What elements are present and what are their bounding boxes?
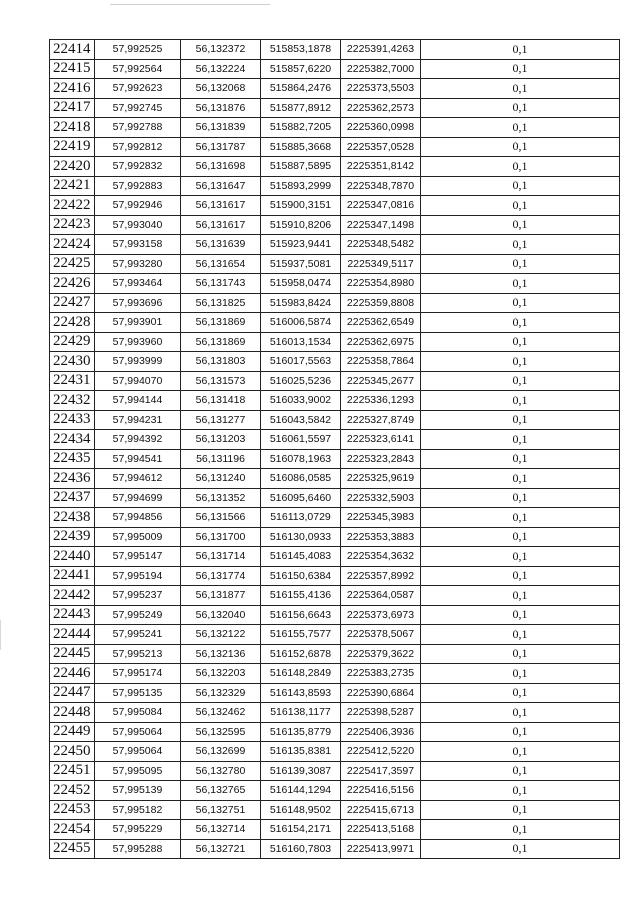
coord-y-cell: 2225373,6973 — [341, 605, 421, 625]
scan-edge-line — [110, 4, 270, 5]
table-row — [50, 527, 620, 547]
coord-y-cell: 2225413,9971 — [341, 839, 421, 859]
value-cell: 0,1 — [421, 605, 620, 625]
table-row — [50, 664, 620, 684]
value-cell: 0,1 — [421, 215, 620, 235]
table-row — [50, 508, 620, 528]
latitude-cell: 57,995147 — [95, 547, 181, 567]
latitude-cell: 57,993040 — [95, 215, 181, 235]
point-number-cell: 22422 — [50, 196, 95, 216]
table-row — [50, 839, 620, 859]
coord-y-cell: 2225415,6713 — [341, 800, 421, 820]
coord-x-cell: 516135,8779 — [261, 722, 341, 742]
longitude-cell: 56,132040 — [181, 605, 261, 625]
coord-x-cell: 516150,6384 — [261, 566, 341, 586]
latitude-cell: 57,992946 — [95, 196, 181, 216]
coord-x-cell: 515864,2476 — [261, 79, 341, 99]
value-cell: 0,1 — [421, 469, 620, 489]
latitude-cell: 57,992623 — [95, 79, 181, 99]
longitude-cell: 56,132714 — [181, 820, 261, 840]
coord-x-cell: 515900,3151 — [261, 196, 341, 216]
table-row — [50, 391, 620, 411]
value-cell: 0,1 — [421, 839, 620, 859]
value-cell: 0,1 — [421, 488, 620, 508]
longitude-cell: 56,131803 — [181, 352, 261, 372]
longitude-cell: 56,131774 — [181, 566, 261, 586]
value-cell: 0,1 — [421, 703, 620, 723]
longitude-cell: 56,131639 — [181, 235, 261, 255]
table-row — [50, 176, 620, 196]
value-cell: 0,1 — [421, 430, 620, 450]
coord-x-cell: 516148,9502 — [261, 800, 341, 820]
longitude-cell: 56,131203 — [181, 430, 261, 450]
coord-y-cell: 2225379,3622 — [341, 644, 421, 664]
value-cell: 0,1 — [421, 352, 620, 372]
latitude-cell: 57,995213 — [95, 644, 181, 664]
value-cell: 0,1 — [421, 118, 620, 138]
table-row — [50, 430, 620, 450]
latitude-cell: 57,992812 — [95, 137, 181, 157]
coord-x-cell: 515877,8912 — [261, 98, 341, 118]
coord-y-cell: 2225347,1498 — [341, 215, 421, 235]
coord-y-cell: 2225383,2735 — [341, 664, 421, 684]
latitude-cell: 57,995064 — [95, 742, 181, 762]
value-cell: 0,1 — [421, 722, 620, 742]
longitude-cell: 56,132780 — [181, 761, 261, 781]
longitude-cell: 56,131647 — [181, 176, 261, 196]
latitude-cell: 57,992525 — [95, 40, 181, 60]
coord-y-cell: 2225417,3597 — [341, 761, 421, 781]
longitude-cell: 56,131277 — [181, 410, 261, 430]
coord-y-cell: 2225406,3936 — [341, 722, 421, 742]
coord-x-cell: 516006,5874 — [261, 313, 341, 333]
latitude-cell: 57,992883 — [95, 176, 181, 196]
point-number-cell: 22419 — [50, 137, 95, 157]
longitude-cell: 56,132699 — [181, 742, 261, 762]
value-cell: 0,1 — [421, 410, 620, 430]
latitude-cell: 57,995237 — [95, 586, 181, 606]
longitude-cell: 56,131566 — [181, 508, 261, 528]
point-number-cell: 22444 — [50, 625, 95, 645]
longitude-cell: 56,132721 — [181, 839, 261, 859]
table-row — [50, 449, 620, 469]
coord-y-cell: 2225382,7000 — [341, 59, 421, 79]
longitude-cell: 56,132329 — [181, 683, 261, 703]
coord-x-cell: 515983,8424 — [261, 293, 341, 313]
table-row — [50, 293, 620, 313]
table-row — [50, 332, 620, 352]
longitude-cell: 56,131839 — [181, 118, 261, 138]
coord-x-cell: 515893,2999 — [261, 176, 341, 196]
coord-y-cell: 2225391,4263 — [341, 40, 421, 60]
coord-y-cell: 2225351,8142 — [341, 157, 421, 177]
table-row — [50, 137, 620, 157]
value-cell: 0,1 — [421, 742, 620, 762]
coord-y-cell: 2225357,0528 — [341, 137, 421, 157]
latitude-cell: 57,994231 — [95, 410, 181, 430]
point-number-cell: 22439 — [50, 527, 95, 547]
value-cell: 0,1 — [421, 800, 620, 820]
longitude-cell: 56,131787 — [181, 137, 261, 157]
table-row — [50, 313, 620, 333]
latitude-cell: 57,993158 — [95, 235, 181, 255]
table-row — [50, 683, 620, 703]
latitude-cell: 57,995182 — [95, 800, 181, 820]
value-cell: 0,1 — [421, 40, 620, 60]
point-number-cell: 22430 — [50, 352, 95, 372]
coord-y-cell: 2225364,0587 — [341, 586, 421, 606]
point-number-cell: 22435 — [50, 449, 95, 469]
coord-x-cell: 516143,8593 — [261, 683, 341, 703]
point-number-cell: 22450 — [50, 742, 95, 762]
longitude-cell: 56,131617 — [181, 196, 261, 216]
coord-x-cell: 515958,0474 — [261, 274, 341, 294]
table-row — [50, 157, 620, 177]
coord-y-cell: 2225416,5156 — [341, 781, 421, 801]
latitude-cell: 57,995009 — [95, 527, 181, 547]
coord-x-cell: 515885,3668 — [261, 137, 341, 157]
value-cell: 0,1 — [421, 293, 620, 313]
point-number-cell: 22417 — [50, 98, 95, 118]
coord-x-cell: 516013,1534 — [261, 332, 341, 352]
point-number-cell: 22436 — [50, 469, 95, 489]
coordinates-table — [49, 39, 620, 859]
coord-y-cell: 2225323,2843 — [341, 449, 421, 469]
longitude-cell: 56,132595 — [181, 722, 261, 742]
longitude-cell: 56,131869 — [181, 313, 261, 333]
coord-y-cell: 2225332,5903 — [341, 488, 421, 508]
latitude-cell: 57,995095 — [95, 761, 181, 781]
coord-x-cell: 516154,2171 — [261, 820, 341, 840]
longitude-cell: 56,131196 — [181, 449, 261, 469]
point-number-cell: 22453 — [50, 800, 95, 820]
longitude-cell: 56,132765 — [181, 781, 261, 801]
point-number-cell: 22448 — [50, 703, 95, 723]
table-row — [50, 625, 620, 645]
longitude-cell: 56,132224 — [181, 59, 261, 79]
coord-x-cell: 516113,0729 — [261, 508, 341, 528]
coord-x-cell: 516025,5236 — [261, 371, 341, 391]
coord-x-cell: 516156,6643 — [261, 605, 341, 625]
coord-y-cell: 2225323,6141 — [341, 430, 421, 450]
latitude-cell: 57,993960 — [95, 332, 181, 352]
table-row — [50, 98, 620, 118]
point-number-cell: 22418 — [50, 118, 95, 138]
longitude-cell: 56,132122 — [181, 625, 261, 645]
longitude-cell: 56,131418 — [181, 391, 261, 411]
value-cell: 0,1 — [421, 176, 620, 196]
point-number-cell: 22447 — [50, 683, 95, 703]
latitude-cell: 57,993696 — [95, 293, 181, 313]
coord-y-cell: 2225348,5482 — [341, 235, 421, 255]
coord-x-cell: 516139,3087 — [261, 761, 341, 781]
longitude-cell: 56,132068 — [181, 79, 261, 99]
point-number-cell: 22429 — [50, 332, 95, 352]
table-row — [50, 410, 620, 430]
latitude-cell: 57,992788 — [95, 118, 181, 138]
coord-y-cell: 2225390,6864 — [341, 683, 421, 703]
coord-y-cell: 2225362,6549 — [341, 313, 421, 333]
latitude-cell: 57,995241 — [95, 625, 181, 645]
point-number-cell: 22452 — [50, 781, 95, 801]
longitude-cell: 56,131654 — [181, 254, 261, 274]
table-row — [50, 547, 620, 567]
point-number-cell: 22415 — [50, 59, 95, 79]
coord-x-cell: 515853,1878 — [261, 40, 341, 60]
point-number-cell: 22445 — [50, 644, 95, 664]
latitude-cell: 57,992564 — [95, 59, 181, 79]
point-number-cell: 22434 — [50, 430, 95, 450]
point-number-cell: 22449 — [50, 722, 95, 742]
coord-y-cell: 2225354,8980 — [341, 274, 421, 294]
longitude-cell: 56,131240 — [181, 469, 261, 489]
coord-y-cell: 2225360,0998 — [341, 118, 421, 138]
latitude-cell: 57,994699 — [95, 488, 181, 508]
coord-x-cell: 516043,5842 — [261, 410, 341, 430]
scan-edge-mark — [0, 620, 1, 650]
coord-y-cell: 2225357,8992 — [341, 566, 421, 586]
value-cell: 0,1 — [421, 98, 620, 118]
latitude-cell: 57,995084 — [95, 703, 181, 723]
longitude-cell: 56,132462 — [181, 703, 261, 723]
latitude-cell: 57,995139 — [95, 781, 181, 801]
longitude-cell: 56,131743 — [181, 274, 261, 294]
value-cell: 0,1 — [421, 547, 620, 567]
value-cell: 0,1 — [421, 508, 620, 528]
coord-y-cell: 2225354,3632 — [341, 547, 421, 567]
latitude-cell: 57,994856 — [95, 508, 181, 528]
table-row — [50, 820, 620, 840]
coord-y-cell: 2225347,0816 — [341, 196, 421, 216]
point-number-cell: 22440 — [50, 547, 95, 567]
coord-x-cell: 515887,5895 — [261, 157, 341, 177]
point-number-cell: 22427 — [50, 293, 95, 313]
table-row — [50, 40, 620, 60]
coord-y-cell: 2225359,8808 — [341, 293, 421, 313]
coord-x-cell: 515882,7205 — [261, 118, 341, 138]
longitude-cell: 56,131877 — [181, 586, 261, 606]
table-row — [50, 274, 620, 294]
point-number-cell: 22442 — [50, 586, 95, 606]
table-row — [50, 79, 620, 99]
value-cell: 0,1 — [421, 254, 620, 274]
table-row — [50, 254, 620, 274]
latitude-cell: 57,993999 — [95, 352, 181, 372]
coord-x-cell: 516086,0585 — [261, 469, 341, 489]
point-number-cell: 22454 — [50, 820, 95, 840]
value-cell: 0,1 — [421, 79, 620, 99]
latitude-cell: 57,995194 — [95, 566, 181, 586]
coord-x-cell: 516130,0933 — [261, 527, 341, 547]
longitude-cell: 56,131700 — [181, 527, 261, 547]
latitude-cell: 57,995174 — [95, 664, 181, 684]
latitude-cell: 57,993901 — [95, 313, 181, 333]
point-number-cell: 22455 — [50, 839, 95, 859]
longitude-cell: 56,131869 — [181, 332, 261, 352]
value-cell: 0,1 — [421, 683, 620, 703]
table-row — [50, 742, 620, 762]
point-number-cell: 22423 — [50, 215, 95, 235]
table-row — [50, 781, 620, 801]
coord-y-cell: 2225345,2677 — [341, 371, 421, 391]
latitude-cell: 57,992832 — [95, 157, 181, 177]
point-number-cell: 22446 — [50, 664, 95, 684]
coord-y-cell: 2225362,6975 — [341, 332, 421, 352]
point-number-cell: 22432 — [50, 391, 95, 411]
coord-x-cell: 516160,7803 — [261, 839, 341, 859]
coord-x-cell: 515910,8206 — [261, 215, 341, 235]
latitude-cell: 57,995229 — [95, 820, 181, 840]
value-cell: 0,1 — [421, 235, 620, 255]
coord-x-cell: 516061,5597 — [261, 430, 341, 450]
longitude-cell: 56,131573 — [181, 371, 261, 391]
value-cell: 0,1 — [421, 274, 620, 294]
latitude-cell: 57,994612 — [95, 469, 181, 489]
coord-x-cell: 516138,1177 — [261, 703, 341, 723]
point-number-cell: 22420 — [50, 157, 95, 177]
point-number-cell: 22437 — [50, 488, 95, 508]
latitude-cell: 57,994392 — [95, 430, 181, 450]
coord-x-cell: 516095,6460 — [261, 488, 341, 508]
table-row — [50, 469, 620, 489]
longitude-cell: 56,132372 — [181, 40, 261, 60]
coord-y-cell: 2225413,5168 — [341, 820, 421, 840]
table-row — [50, 118, 620, 138]
point-number-cell: 22414 — [50, 40, 95, 60]
point-number-cell: 22421 — [50, 176, 95, 196]
table-row — [50, 235, 620, 255]
latitude-cell: 57,995249 — [95, 605, 181, 625]
table-row — [50, 722, 620, 742]
point-number-cell: 22438 — [50, 508, 95, 528]
value-cell: 0,1 — [421, 313, 620, 333]
point-number-cell: 22428 — [50, 313, 95, 333]
point-number-cell: 22416 — [50, 79, 95, 99]
coord-y-cell: 2225358,7864 — [341, 352, 421, 372]
value-cell: 0,1 — [421, 391, 620, 411]
coord-x-cell: 516155,4136 — [261, 586, 341, 606]
latitude-cell: 57,995064 — [95, 722, 181, 742]
coord-y-cell: 2225348,7870 — [341, 176, 421, 196]
coord-x-cell: 516144,1294 — [261, 781, 341, 801]
longitude-cell: 56,132136 — [181, 644, 261, 664]
coordinates-table-body — [50, 40, 620, 859]
table-row — [50, 703, 620, 723]
coord-x-cell: 515937,5081 — [261, 254, 341, 274]
latitude-cell: 57,993280 — [95, 254, 181, 274]
coord-x-cell: 516135,8381 — [261, 742, 341, 762]
coord-y-cell: 2225353,3883 — [341, 527, 421, 547]
table-row — [50, 761, 620, 781]
point-number-cell: 22424 — [50, 235, 95, 255]
value-cell: 0,1 — [421, 449, 620, 469]
value-cell: 0,1 — [421, 644, 620, 664]
value-cell: 0,1 — [421, 371, 620, 391]
point-number-cell: 22451 — [50, 761, 95, 781]
value-cell: 0,1 — [421, 820, 620, 840]
latitude-cell: 57,994144 — [95, 391, 181, 411]
coord-y-cell: 2225345,3983 — [341, 508, 421, 528]
value-cell: 0,1 — [421, 137, 620, 157]
latitude-cell: 57,993464 — [95, 274, 181, 294]
table-row — [50, 371, 620, 391]
coord-y-cell: 2225327,8749 — [341, 410, 421, 430]
longitude-cell: 56,131714 — [181, 547, 261, 567]
value-cell: 0,1 — [421, 625, 620, 645]
coord-x-cell: 516145,4083 — [261, 547, 341, 567]
value-cell: 0,1 — [421, 196, 620, 216]
point-number-cell: 22441 — [50, 566, 95, 586]
value-cell: 0,1 — [421, 157, 620, 177]
table-row — [50, 800, 620, 820]
longitude-cell: 56,131352 — [181, 488, 261, 508]
value-cell: 0,1 — [421, 781, 620, 801]
point-number-cell: 22443 — [50, 605, 95, 625]
table-row — [50, 215, 620, 235]
table-row — [50, 488, 620, 508]
latitude-cell: 57,995135 — [95, 683, 181, 703]
value-cell: 0,1 — [421, 566, 620, 586]
table-row — [50, 566, 620, 586]
point-number-cell: 22431 — [50, 371, 95, 391]
longitude-cell: 56,131617 — [181, 215, 261, 235]
coord-x-cell: 516155,7577 — [261, 625, 341, 645]
point-number-cell: 22425 — [50, 254, 95, 274]
coord-x-cell: 516033,9002 — [261, 391, 341, 411]
coord-y-cell: 2225325,9619 — [341, 469, 421, 489]
value-cell: 0,1 — [421, 59, 620, 79]
table-row — [50, 605, 620, 625]
value-cell: 0,1 — [421, 332, 620, 352]
value-cell: 0,1 — [421, 586, 620, 606]
latitude-cell: 57,995288 — [95, 839, 181, 859]
longitude-cell: 56,131876 — [181, 98, 261, 118]
table-row — [50, 196, 620, 216]
coord-x-cell: 515857,6220 — [261, 59, 341, 79]
point-number-cell: 22433 — [50, 410, 95, 430]
coord-x-cell: 516152,6878 — [261, 644, 341, 664]
value-cell: 0,1 — [421, 527, 620, 547]
coord-y-cell: 2225362,2573 — [341, 98, 421, 118]
table-row — [50, 59, 620, 79]
coord-x-cell: 516148,2849 — [261, 664, 341, 684]
longitude-cell: 56,131698 — [181, 157, 261, 177]
longitude-cell: 56,132203 — [181, 664, 261, 684]
coord-y-cell: 2225398,5287 — [341, 703, 421, 723]
longitude-cell: 56,132751 — [181, 800, 261, 820]
latitude-cell: 57,992745 — [95, 98, 181, 118]
value-cell: 0,1 — [421, 761, 620, 781]
coord-y-cell: 2225349,5117 — [341, 254, 421, 274]
table-row — [50, 352, 620, 372]
coord-y-cell: 2225412,5220 — [341, 742, 421, 762]
point-number-cell: 22426 — [50, 274, 95, 294]
coord-x-cell: 516078,1963 — [261, 449, 341, 469]
latitude-cell: 57,994541 — [95, 449, 181, 469]
longitude-cell: 56,131825 — [181, 293, 261, 313]
value-cell: 0,1 — [421, 664, 620, 684]
coord-y-cell: 2225378,5067 — [341, 625, 421, 645]
coord-y-cell: 2225373,5503 — [341, 79, 421, 99]
coord-y-cell: 2225336,1293 — [341, 391, 421, 411]
table-row — [50, 586, 620, 606]
table-row — [50, 644, 620, 664]
coord-x-cell: 515923,9441 — [261, 235, 341, 255]
coord-x-cell: 516017,5563 — [261, 352, 341, 372]
latitude-cell: 57,994070 — [95, 371, 181, 391]
